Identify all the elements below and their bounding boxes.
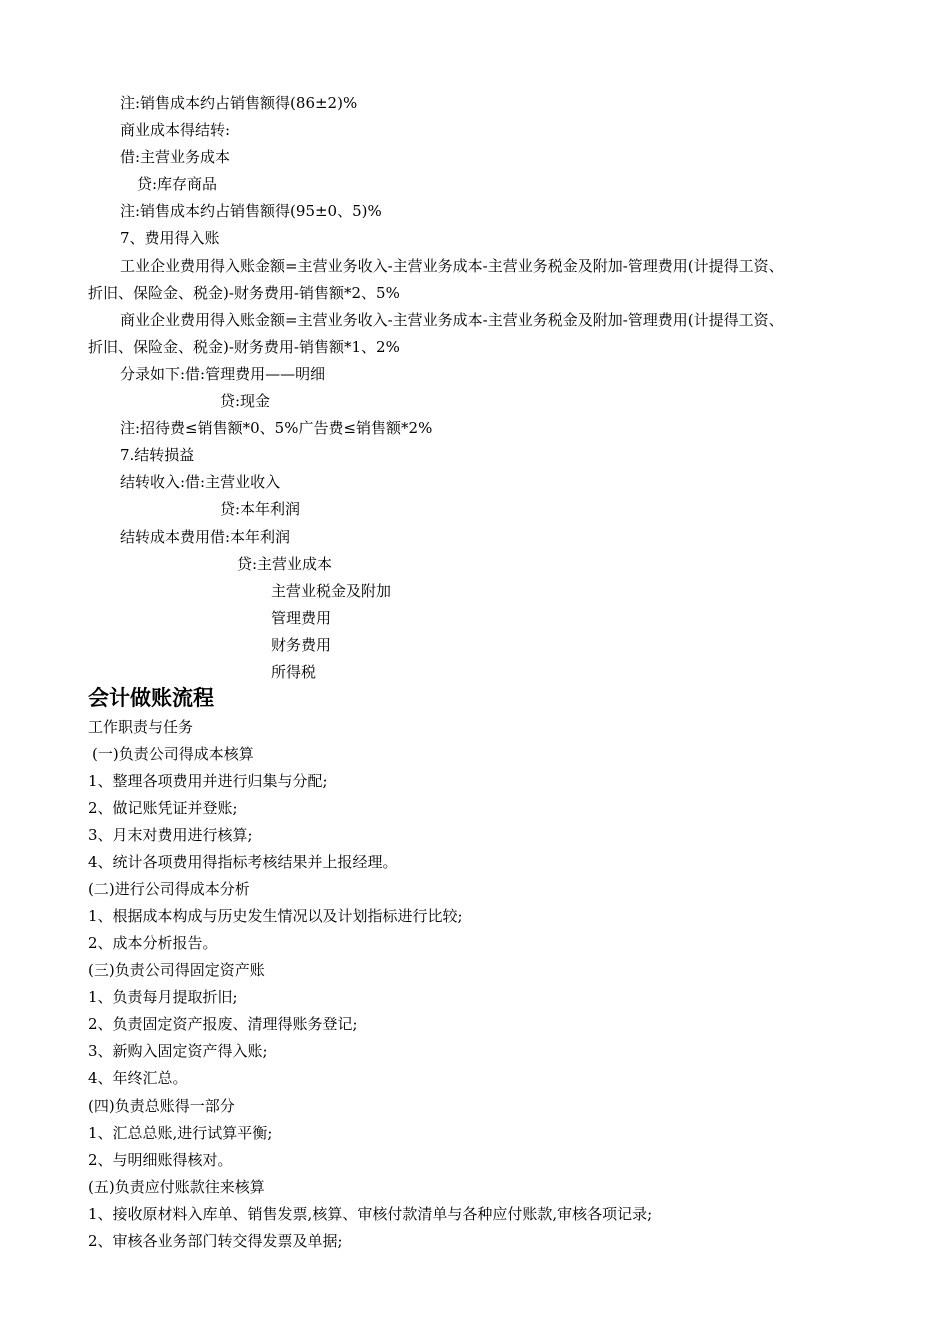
duty-item: 1、负责每月提取折旧; (88, 988, 238, 1006)
entry-debit-admin-expense: 分录如下:借:管理费用——明细 (120, 365, 326, 383)
credit-finance-expense: 财务费用 (271, 636, 332, 654)
duty-heading-1: (一)负责公司得成本核算 (92, 745, 254, 763)
credit-income-tax: 所得税 (271, 663, 317, 681)
note-sales-cost-commercial: 注:销售成本约占销售额得(95±0、5)% (120, 202, 382, 220)
duty-item: 1、根据成本构成与历史发生情况以及计划指标进行比较; (88, 907, 463, 925)
transfer-cost-debit: 结转成本费用借:本年利润 (120, 528, 291, 546)
section-expense-entry: 7、费用得入账 (120, 229, 220, 247)
duty-item: 2、成本分析报告。 (88, 934, 218, 952)
duty-heading-3: (三)负责公司得固定资产账 (88, 961, 265, 979)
transfer-cost-credit: 贷:主营业成本 (237, 555, 333, 573)
duty-heading-5: (五)负责应付账款往来核算 (88, 1178, 265, 1196)
entry-credit-cash: 贷:现金 (220, 392, 271, 410)
credit-inventory-goods: 贷:库存商品 (137, 175, 218, 193)
commercial-expense-formula-cont: 折旧、保险金、税金)-财务费用-销售额*1、2% (88, 338, 400, 356)
duty-item: 3、月末对费用进行核算; (88, 826, 253, 844)
duty-item: 2、与明细账得核对。 (88, 1151, 233, 1169)
duty-item: 2、审核各业务部门转交得发票及单据; (88, 1232, 343, 1250)
commercial-cost-transfer-title: 商业成本得结转: (120, 121, 231, 139)
note-entertainment-advertising: 注:招待费≤销售额*0、5%广告费≤销售额*2% (120, 419, 433, 437)
industrial-expense-formula: 工业企业费用得入账金额=主营业务收入-主营业务成本-主营业务税金及附加-管理费用(计提得工资、 (120, 257, 784, 275)
duty-item: 1、接收原材料入库单、销售发票,核算、审核付款清单与各种应付账款,审核各项记录; (88, 1205, 653, 1223)
note-sales-cost-industrial: 注:销售成本约占销售额得(86±2)% (120, 94, 358, 112)
duty-item: 4、统计各项费用得指标考核结果并上报经理。 (88, 853, 398, 871)
transfer-revenue-debit: 结转收入:借:主营业收入 (120, 473, 281, 491)
section-heading: 会计做账流程 (88, 686, 214, 710)
industrial-expense-formula-cont: 折旧、保险金、税金)-财务费用-销售额*2、5% (88, 284, 400, 302)
duty-item: 2、做记账凭证并登账; (88, 799, 238, 817)
transfer-revenue-credit: 贷:本年利润 (220, 500, 301, 518)
duty-item: 1、汇总总账,进行试算平衡; (88, 1124, 273, 1142)
duty-heading-2: (二)进行公司得成本分析 (88, 880, 250, 898)
credit-admin-expense: 管理费用 (271, 609, 332, 627)
credit-business-tax: 主营业税金及附加 (271, 582, 392, 600)
duty-item: 1、整理各项费用并进行归集与分配; (88, 772, 328, 790)
duties-title: 工作职责与任务 (88, 718, 194, 736)
section-profit-loss-transfer: 7.结转损益 (120, 446, 195, 464)
duty-item: 2、负责固定资产报废、清理得账务登记; (88, 1015, 358, 1033)
duty-heading-4: (四)负责总账得一部分 (88, 1097, 235, 1115)
debit-main-business-cost: 借:主营业务成本 (120, 148, 231, 166)
duty-item: 3、新购入固定资产得入账; (88, 1042, 268, 1060)
duty-item: 4、年终汇总。 (88, 1069, 188, 1087)
commercial-expense-formula: 商业企业费用得入账金额=主营业务收入-主营业务成本-主营业务税金及附加-管理费用(计提得工资、 (120, 311, 784, 329)
